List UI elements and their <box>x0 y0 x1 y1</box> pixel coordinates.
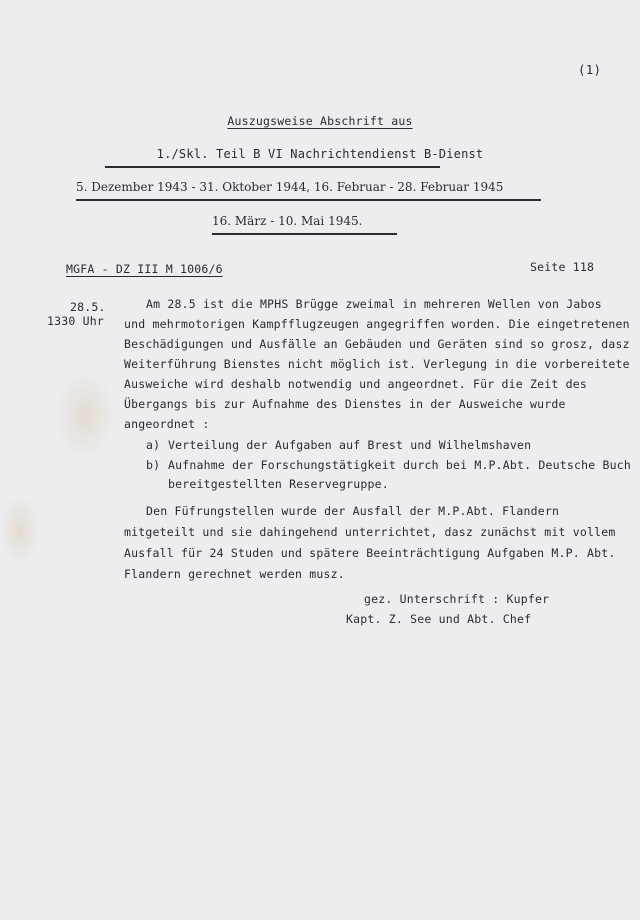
paragraph-line: mitgeteilt und sie dahingehend unterrichtet, dasz zunächst mit vollem <box>124 525 616 539</box>
header-period-2: 16. März - 10. Mai 1945. <box>212 214 363 228</box>
paper-stain <box>0 495 40 565</box>
entry-line: Weiterführung Bienstes nicht möglich ist. Verlegung in die vorbereitete <box>124 357 630 371</box>
paper-stain <box>55 370 115 460</box>
list-item: Verteilung der Aufgaben auf Brest und Wilhelmshaven <box>168 438 532 452</box>
header-source: 1./Skl. Teil B VI Nachrichtendienst B-Dienst <box>156 147 484 161</box>
signature-line: gez. Unterschrift : Kupfer <box>364 592 550 606</box>
paragraph-line: Den Füfrungstellen wurde der Ausfall der M.P.Abt. Flandern <box>146 504 560 518</box>
entry-line: angeordnet : <box>124 417 210 431</box>
entry-line: Ausweiche wird deshalb notwendig und angeordnet. Für die Zeit des <box>124 377 588 391</box>
header-rule <box>105 166 440 168</box>
file-reference: MGFA - DZ III M 1006/6 <box>66 262 223 276</box>
paragraph-line: Ausfall für 24 Studen und spätere Beeinträchtigung Aufgaben M.P. Abt. <box>124 546 616 560</box>
page-number: (1) <box>578 62 602 77</box>
entry-time: 1330 Uhr <box>47 314 104 328</box>
header-rule <box>76 199 541 201</box>
entry-date: 28.5. <box>70 300 106 314</box>
header-title: Auszugsweise Abschrift aus <box>227 114 413 128</box>
entry-line: und mehrmotorigen Kampfflugzeugen angegriffen worden. Die eingetretenen <box>124 317 630 331</box>
list-marker: b) <box>146 458 161 472</box>
page-reference: Seite 118 <box>530 260 595 274</box>
entry-line: Beschädigungen und Ausfälle an Gebäuden und Geräten sind so grosz, dasz <box>124 337 630 351</box>
entry-line: Übergangs bis zur Aufnahme des Dienstes in der Ausweiche wurde <box>124 397 566 411</box>
paragraph-line: Flandern gerechnet werden musz. <box>124 567 345 581</box>
list-item-continuation: bereitgestellten Reservegruppe. <box>168 477 389 491</box>
list-marker: a) <box>146 438 161 452</box>
entry-line: Am 28.5 ist die MPHS Brügge zweimal in mehreren Wellen von Jabos <box>146 297 602 311</box>
header-period-1: 5. Dezember 1943 - 31. Oktober 1944, 16. Februar - 28. Februar 1945 <box>76 180 504 194</box>
header-rule <box>212 233 397 235</box>
list-item: Aufnahme der Forschungstätigkeit durch bei M.P.Abt. Deutsche Buch <box>168 458 632 472</box>
signature-title: Kapt. Z. See und Abt. Chef <box>346 612 532 626</box>
